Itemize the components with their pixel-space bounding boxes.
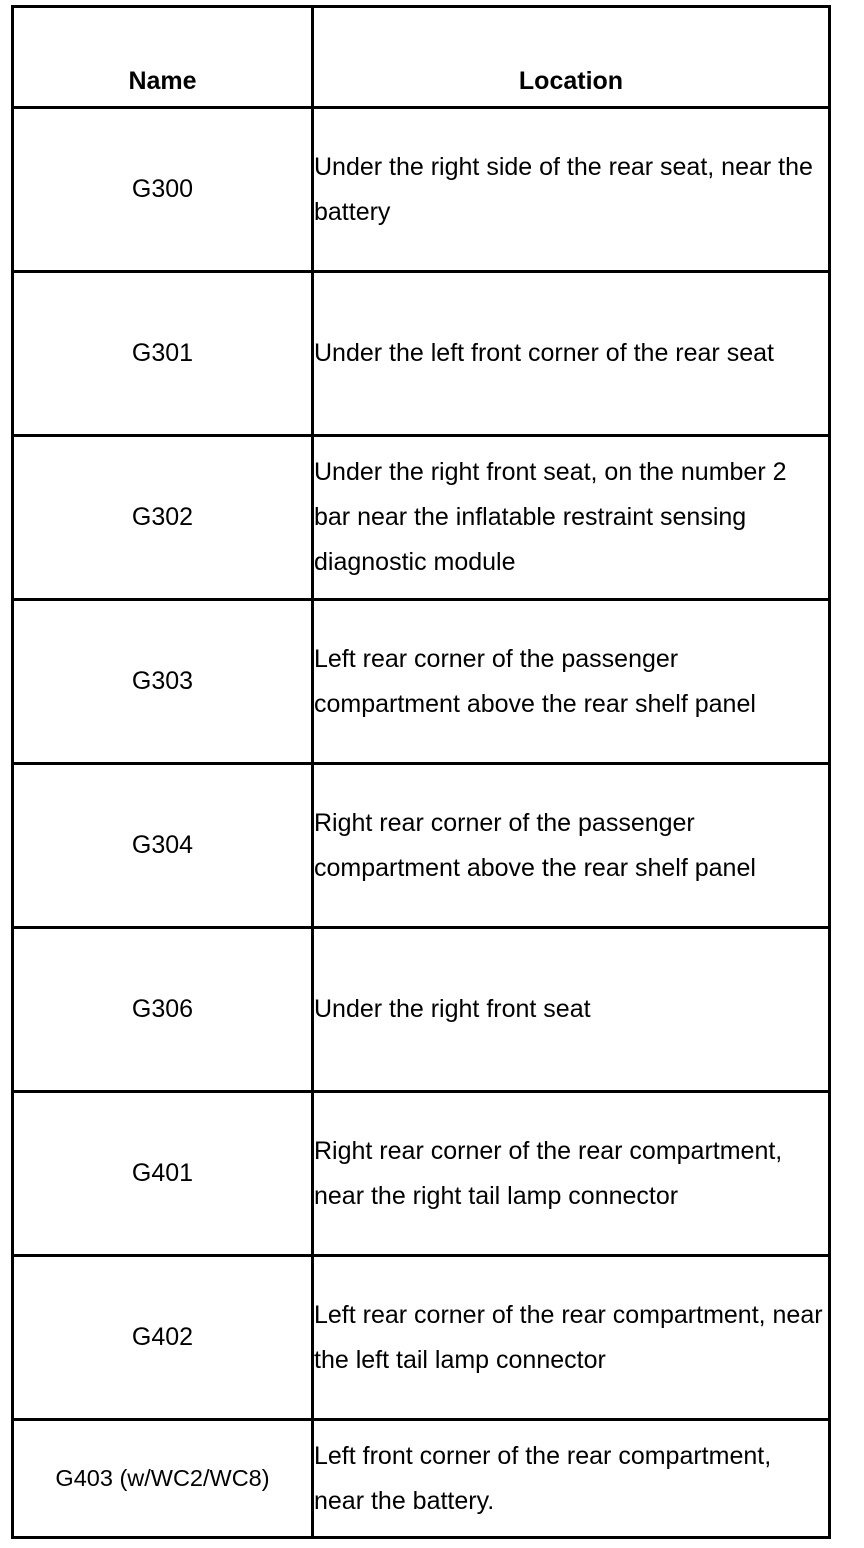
ground-name-cell: G301 (13, 272, 313, 436)
ground-location-cell: Left front corner of the rear compartment, near the battery. (313, 1420, 830, 1538)
ground-name-cell: G403 (w/WC2/WC8) (13, 1420, 313, 1538)
ground-name-cell: G303 (13, 600, 313, 764)
table-row (13, 764, 830, 928)
table-row (13, 272, 830, 436)
ground-location-cell: Right rear corner of the passenger compartment above the rear shelf panel (313, 764, 830, 928)
ground-location-cell: Left rear corner of the rear compartment, near the left tail lamp connector (313, 1256, 830, 1420)
ground-location-cell: Under the right side of the rear seat, near the battery (313, 108, 830, 272)
ground-name-cell: G302 (13, 436, 313, 600)
ground-name-cell: G304 (13, 764, 313, 928)
ground-name-cell: G401 (13, 1092, 313, 1256)
ground-location-cell: Under the right front seat (313, 928, 830, 1092)
table-row (13, 436, 830, 600)
ground-locations-table (11, 5, 831, 1539)
table-row (13, 1092, 830, 1256)
ground-location-cell: Left rear corner of the passenger compartment above the rear shelf panel (313, 600, 830, 764)
table-row (13, 1420, 830, 1538)
table-row (13, 108, 830, 272)
column-header-location: Location (313, 7, 830, 108)
ground-name-cell: G306 (13, 928, 313, 1092)
ground-name-cell: G300 (13, 108, 313, 272)
ground-location-cell: Right rear corner of the rear compartment, near the right tail lamp connector (313, 1092, 830, 1256)
ground-name-cell: G402 (13, 1256, 313, 1420)
table-row (13, 1256, 830, 1420)
ground-location-cell: Under the left front corner of the rear seat (313, 272, 830, 436)
table-row (13, 928, 830, 1092)
table-header-row (13, 7, 830, 108)
column-header-name: Name (13, 7, 313, 108)
ground-location-cell: Under the right front seat, on the number 2 bar near the inflatable restraint sensing diagnostic module (313, 436, 830, 600)
table-row (13, 600, 830, 764)
